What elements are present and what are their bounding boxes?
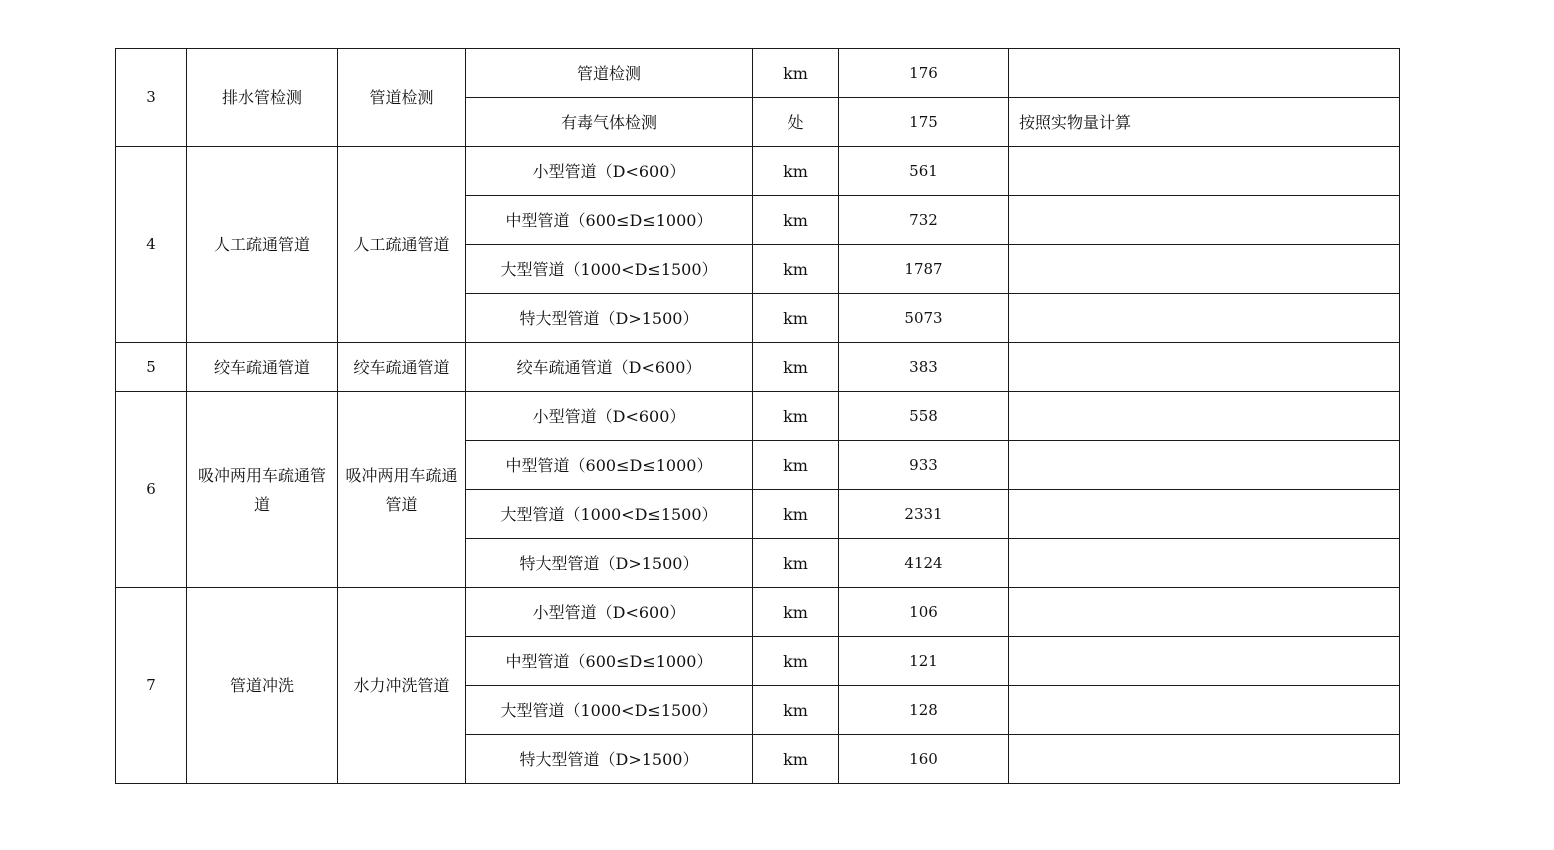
item-name-cell: 中型管道（600≤D≤1000） <box>466 196 753 245</box>
remark-cell <box>1009 294 1400 343</box>
item-name-cell: 特大型管道（D>1500） <box>466 539 753 588</box>
unit-cell: km <box>753 343 839 392</box>
subcategory-cell: 人工疏通管道 <box>338 147 466 343</box>
quantity-cell: 558 <box>839 392 1009 441</box>
quantity-table <box>115 48 1400 784</box>
unit-cell: km <box>753 245 839 294</box>
category-cell: 管道冲洗 <box>187 588 338 784</box>
unit-cell: km <box>753 637 839 686</box>
unit-cell: km <box>753 490 839 539</box>
item-name-cell: 小型管道（D<600） <box>466 588 753 637</box>
item-name-cell: 小型管道（D<600） <box>466 392 753 441</box>
remark-cell <box>1009 441 1400 490</box>
item-name-cell: 大型管道（1000<D≤1500） <box>466 245 753 294</box>
remark-cell <box>1009 196 1400 245</box>
table-row <box>116 343 1400 392</box>
item-name-cell: 管道检测 <box>466 49 753 98</box>
item-name-cell: 中型管道（600≤D≤1000） <box>466 637 753 686</box>
subcategory-cell: 绞车疏通管道 <box>338 343 466 392</box>
remark-cell <box>1009 735 1400 784</box>
remark-cell <box>1009 343 1400 392</box>
unit-cell: km <box>753 49 839 98</box>
unit-cell: km <box>753 196 839 245</box>
table-body <box>116 49 1400 784</box>
item-name-cell: 特大型管道（D>1500） <box>466 294 753 343</box>
remark-cell <box>1009 588 1400 637</box>
row-number: 4 <box>116 147 187 343</box>
quantity-cell: 933 <box>839 441 1009 490</box>
quantity-cell: 175 <box>839 98 1009 147</box>
item-name-cell: 有毒气体检测 <box>466 98 753 147</box>
subcategory-cell: 管道检测 <box>338 49 466 147</box>
unit-cell: 处 <box>753 98 839 147</box>
category-cell: 吸冲两用车疏通管道 <box>187 392 338 588</box>
quantity-cell: 176 <box>839 49 1009 98</box>
quantity-cell: 383 <box>839 343 1009 392</box>
remark-cell: 按照实物量计算 <box>1009 98 1400 147</box>
quantity-cell: 121 <box>839 637 1009 686</box>
unit-cell: km <box>753 539 839 588</box>
item-name-cell: 中型管道（600≤D≤1000） <box>466 441 753 490</box>
quantity-cell: 160 <box>839 735 1009 784</box>
category-cell: 排水管检测 <box>187 49 338 147</box>
remark-cell <box>1009 686 1400 735</box>
remark-cell <box>1009 392 1400 441</box>
unit-cell: km <box>753 686 839 735</box>
unit-cell: km <box>753 441 839 490</box>
subcategory-cell: 吸冲两用车疏通管道 <box>338 392 466 588</box>
quantity-cell: 128 <box>839 686 1009 735</box>
category-cell: 绞车疏通管道 <box>187 343 338 392</box>
remark-cell <box>1009 147 1400 196</box>
remark-cell <box>1009 49 1400 98</box>
table-row <box>116 49 1400 98</box>
row-number: 7 <box>116 588 187 784</box>
item-name-cell: 小型管道（D<600） <box>466 147 753 196</box>
remark-cell <box>1009 490 1400 539</box>
quantity-cell: 561 <box>839 147 1009 196</box>
quantity-cell: 5073 <box>839 294 1009 343</box>
unit-cell: km <box>753 735 839 784</box>
quantity-cell: 4124 <box>839 539 1009 588</box>
unit-cell: km <box>753 588 839 637</box>
quantity-cell: 106 <box>839 588 1009 637</box>
remark-cell <box>1009 637 1400 686</box>
quantity-cell: 1787 <box>839 245 1009 294</box>
quantity-cell: 732 <box>839 196 1009 245</box>
table-row <box>116 588 1400 637</box>
row-number: 3 <box>116 49 187 147</box>
quantity-cell: 2331 <box>839 490 1009 539</box>
item-name-cell: 特大型管道（D>1500） <box>466 735 753 784</box>
unit-cell: km <box>753 294 839 343</box>
subcategory-cell: 水力冲洗管道 <box>338 588 466 784</box>
remark-cell <box>1009 539 1400 588</box>
table-row <box>116 147 1400 196</box>
row-number: 5 <box>116 343 187 392</box>
row-number: 6 <box>116 392 187 588</box>
item-name-cell: 大型管道（1000<D≤1500） <box>466 490 753 539</box>
unit-cell: km <box>753 147 839 196</box>
category-cell: 人工疏通管道 <box>187 147 338 343</box>
remark-cell <box>1009 245 1400 294</box>
item-name-cell: 大型管道（1000<D≤1500） <box>466 686 753 735</box>
item-name-cell: 绞车疏通管道（D<600） <box>466 343 753 392</box>
unit-cell: km <box>753 392 839 441</box>
table-row <box>116 392 1400 441</box>
